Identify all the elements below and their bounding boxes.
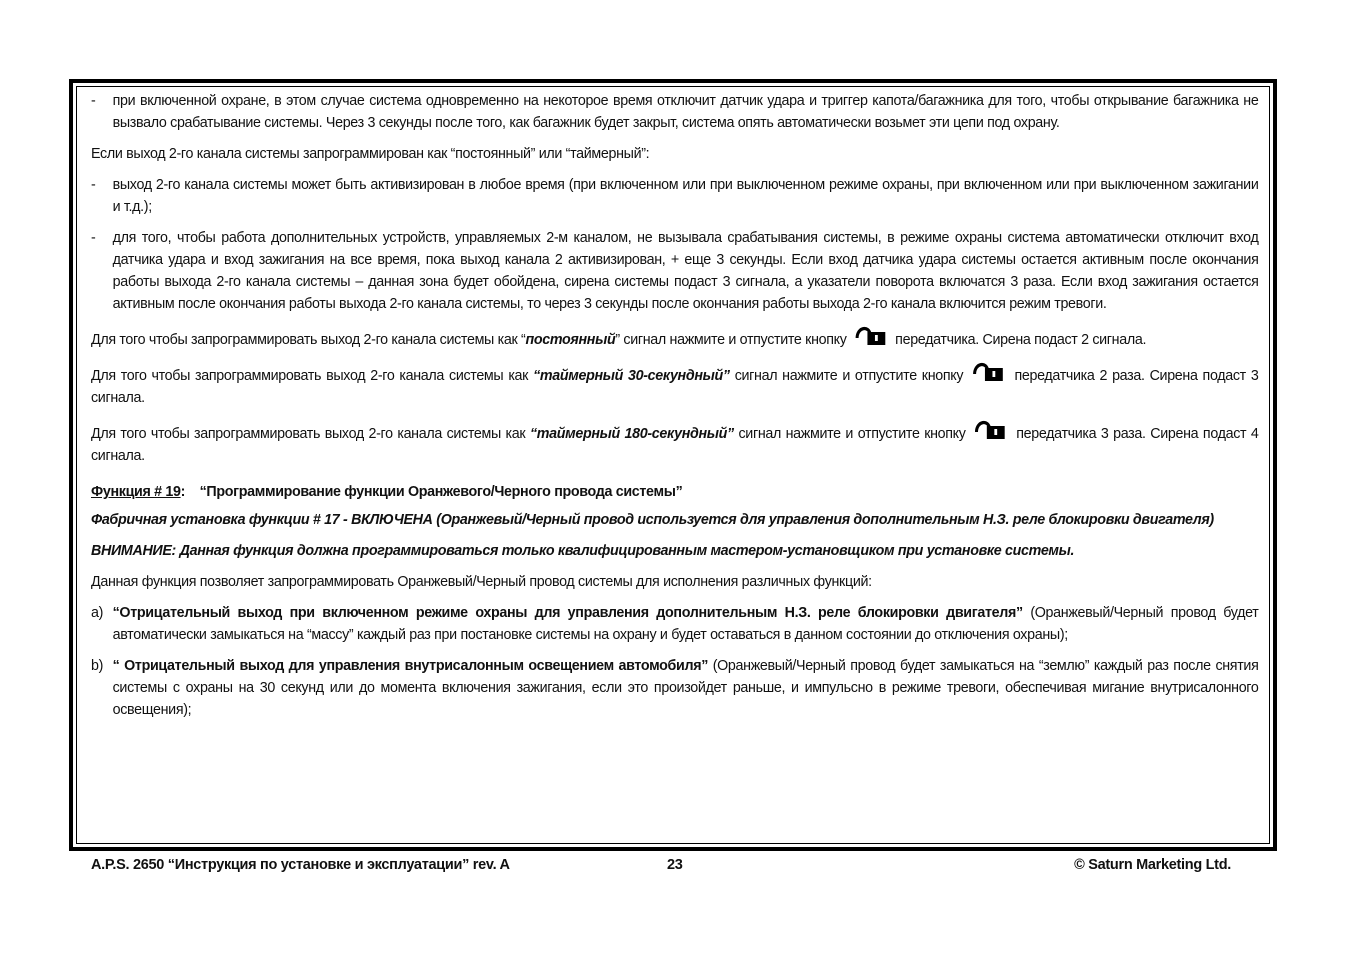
program-text: передатчика. Сирена подаст 2 сигнала. [895,331,1147,348]
mode-name: “таймерный 180-секундный” [529,425,734,442]
list-item [91,174,1258,218]
item-title: “Отрицательный выход при включенном режиме охраны для управления дополнительным Н.З. реле блокировки двигателя” [112,604,1023,621]
bullet-marker: - [91,92,96,109]
bullet-text: для того, чтобы работа дополнительных устройств, управляемых 2-м каналом, не вызывала срабатывания системы, в режиме охраны система автоматически отключит вход датчика удара и вход зажигания на все время, пока выход канала 2 активизирован, + еще 3 секунды. Если вход датчика удара системы остается активным после окончания работы выхода 2-го канала системы – данная зона будет обойдена, сирена системы подаст 3 сигнала, а указатели поворота включатся 3 раза. Если вход зажигания остается активным после окончания работы выхода 2-го канала системы, то через 3 секунды после окончания работы выхода 2-го канала включится режим тревоги. [112,229,1259,312]
program-text: сигнал нажмите и отпустите кнопку [733,425,966,442]
mode-name: “таймерный 30-секундный” [533,367,730,384]
program-timer180-paragraph [91,418,1258,467]
program-text: Для того чтобы запрограммировать выход 2-го канала системы как “ [91,331,526,348]
function-colon: : [180,483,186,500]
bullet-text: при включенной охране, в этом случае система одновременно на некоторое время отключит датчик удара и триггер капота/багажника для того, чтобы открывание багажника не вызвало срабатывание системы. Через 3 секунды после того, как багажник будет закрыт, система опять автоматически возьмет эти цепи под охрану. [112,92,1259,131]
list-item [91,602,1258,646]
bullet-marker: - [91,176,96,193]
function-description: Данная функция позволяет запрограммировать Оранжевый/Черный провод системы для исполнения различных функций: [91,573,872,590]
function-title: “Программирование функции Оранжевого/Черного провода системы” [199,483,683,500]
item-title: “ Отрицательный выход для управления внутрисалонным освещением автомобиля” [112,657,709,674]
footer-copyright: © Saturn Marketing Ltd. [1074,857,1231,873]
item-marker: a) [91,604,104,621]
bullet-marker: - [91,229,96,246]
item-marker: b) [91,657,104,674]
page-content [91,90,1258,730]
program-text: ” сигнал нажмите и отпустите кнопку [615,331,847,348]
function-number: Функция # 19 [91,483,181,500]
unlock-button-icon [854,324,888,348]
program-timer30-paragraph [91,360,1258,409]
item-body: (Оранжевый/Черный провод будет замыкаться на “землю” каждый раз после снятия системы с охраны на 30 секунд или до момента включения зажигания, если это произойдет раньше, и импульсно в режиме тревоги, обеспечивая мигание внутрисалонного освещения); [112,657,1259,718]
warning-text: ВНИМАНИЕ: Данная функция должна программироваться только квалифицированным мастером-установщиком при установке системы. [91,542,1075,559]
function-heading [91,481,1258,503]
program-text: Для того чтобы запрограммировать выход 2-го канала системы как [91,425,530,442]
channel2-intro: Если выход 2-го канала системы запрограммирован как “постоянный” или “таймерный”: [91,145,650,162]
unlock-button-icon [972,360,1006,384]
program-constant-paragraph [91,324,1258,351]
program-text: передатчика 3 раза. Сирена подаст 4 сигнала. [91,425,1259,464]
program-text: сигнал нажмите и отпустите кнопку [729,367,964,384]
mode-name: постоянный [525,331,616,348]
list-item [91,227,1258,315]
page-footer [91,857,1231,877]
footer-document-title: A.P.S. 2650 “Инструкция по установке и эксплуатации” rev. A [91,857,510,873]
program-text: Для того чтобы запрограммировать выход 2-го канала системы как [91,367,534,384]
list-item [91,90,1258,134]
page-number: 23 [667,857,683,873]
program-text: передатчика 2 раза. Сирена подаст 3 сигнала. [91,367,1259,406]
item-body: (Оранжевый/Черный провод будет автоматически замыкаться на “массу” каждый раз при постановке системы на охрану и будет оставаться в данном состоянии до отключения охраны); [112,604,1259,643]
factory-setting: Фабричная установка функции # 17 - ВКЛЮЧЕНА (Оранжевый/Черный провод используется для управления дополнительным Н.З. реле блокировки двигателя) [91,511,1214,528]
bullet-text: выход 2-го канала системы может быть активизирован в любое время (при включенном или при выключенном режиме охраны, при включенном или при выключенном зажигании и т.д.); [112,176,1259,215]
list-item [91,655,1258,721]
unlock-button-icon [974,418,1008,442]
item-text [113,655,1259,721]
item-text [113,602,1259,646]
